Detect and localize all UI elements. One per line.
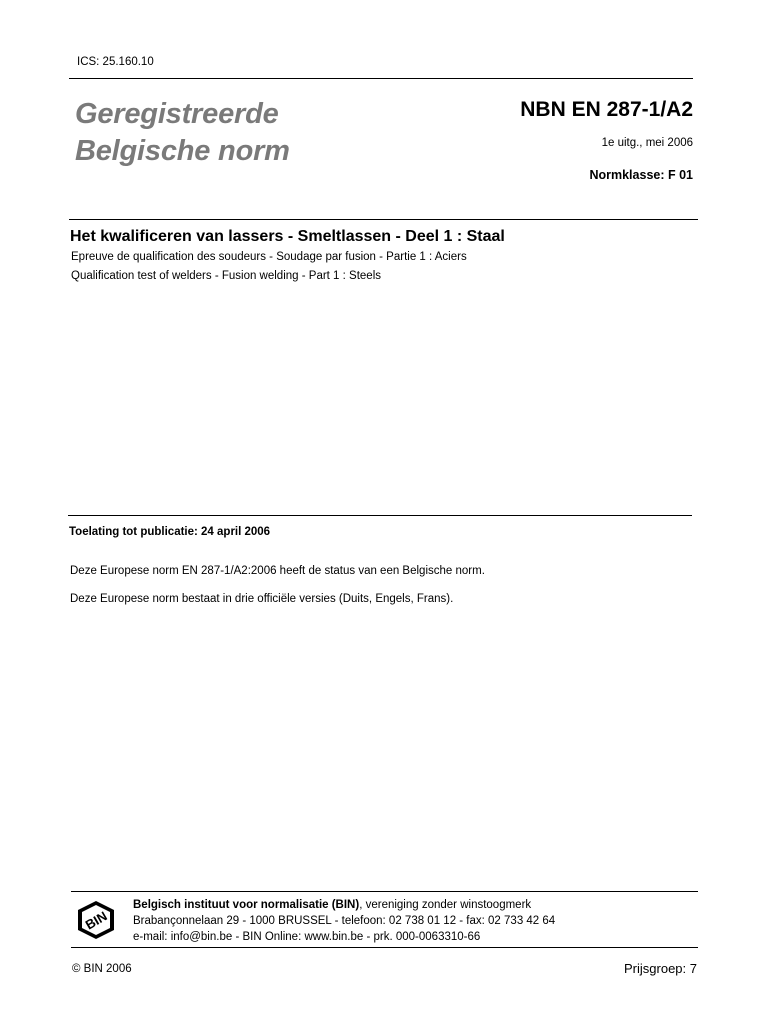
ics-code: ICS: 25.160.10 (77, 56, 154, 68)
publication-approval: Toelating tot publicatie: 24 april 2006 (69, 526, 271, 538)
organization-type: , vereniging zonder winstoogmerk (359, 899, 532, 911)
bin-logo (77, 900, 115, 940)
publication-divider (68, 515, 692, 516)
document-type-line-2: Belgische norm (75, 135, 290, 167)
document-type-title (75, 96, 290, 170)
footer-top-divider (71, 891, 698, 892)
copyright: © BIN 2006 (72, 963, 132, 975)
organization-contact: e-mail: info@bin.be - BIN Online: www.bin.be - prk. 000-0063310-66 (133, 931, 481, 943)
logo-text: BIN (82, 908, 110, 933)
status-statement: Deze Europese norm EN 287-1/A2:2006 heeft de status van een Belgische norm. (70, 565, 485, 577)
norm-class: Normklasse: F 01 (589, 168, 693, 182)
title-french: Epreuve de qualification des soudeurs - Soudage par fusion - Partie 1 : Aciers (71, 251, 467, 263)
versions-statement: Deze Europese norm bestaat in drie officiële versies (Duits, Engels, Frans). (70, 593, 454, 605)
title-dutch: Het kwalificeren van lassers - Smeltlassen - Deel 1 : Staal (70, 228, 505, 245)
organization-name: Belgisch instituut voor normalisatie (BIN) (133, 899, 360, 911)
footer-bottom-divider (71, 947, 698, 948)
document-type-line-1: Geregistreerde (75, 98, 279, 130)
price-group: Prijsgroep: 7 (624, 961, 697, 976)
standard-number: NBN EN 287-1/A2 (520, 98, 693, 121)
organization-info (133, 897, 555, 945)
title-divider (69, 219, 698, 220)
edition-date: 1e uitg., mei 2006 (601, 137, 693, 149)
header-divider (69, 78, 693, 79)
title-english: Qualification test of welders - Fusion welding - Part 1 : Steels (71, 270, 382, 282)
organization-address: Brabançonnelaan 29 - 1000 BRUSSEL - telefoon: 02 738 01 12 - fax: 02 733 42 64 (133, 915, 556, 927)
